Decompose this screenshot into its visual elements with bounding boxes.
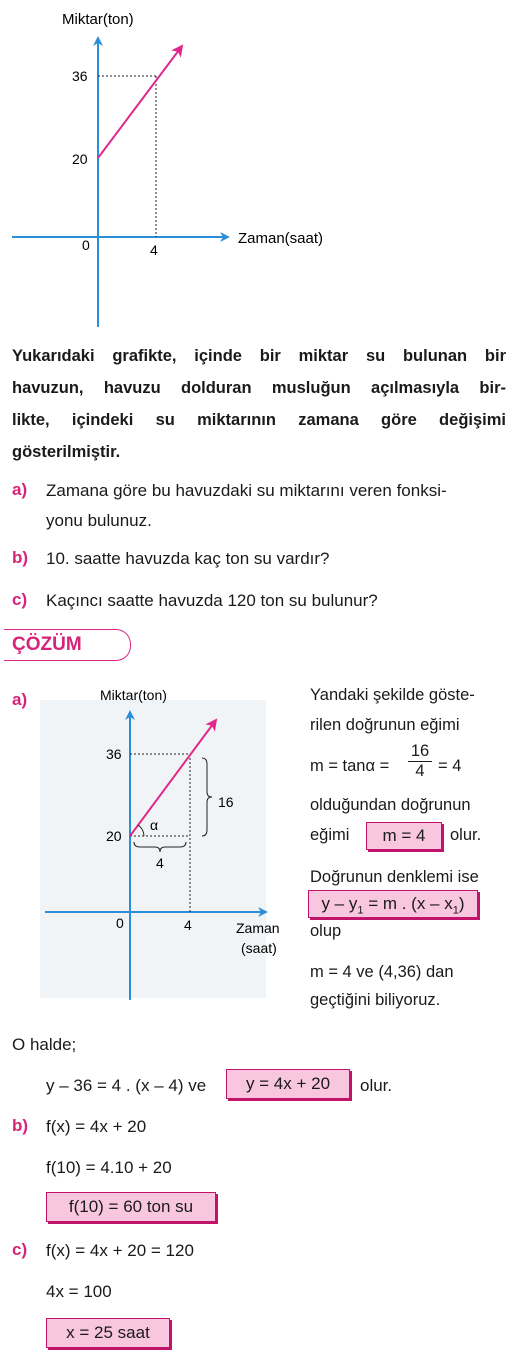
- eq-mid: = m . (x – x: [363, 894, 453, 913]
- conclusion-end: olur.: [360, 1076, 393, 1095]
- y-tick-20: 20: [72, 151, 88, 167]
- run-label: 4: [156, 855, 164, 871]
- solution-a-text-7: olup: [310, 922, 342, 940]
- fraction-denominator: 4: [408, 761, 432, 781]
- solution-a-text-2: rilen doğrunun eğimi: [310, 716, 460, 734]
- graph-background: [40, 700, 266, 998]
- origin-label: 0: [82, 237, 90, 253]
- solution-header: ÇÖZÜM: [12, 634, 82, 655]
- slope-rhs: = 4: [438, 757, 462, 775]
- question-a-label: a): [12, 480, 28, 499]
- x-axis-label-1: Zaman: [236, 920, 280, 936]
- solution-a-text-1: Yandaki şekilde göste-: [310, 686, 475, 704]
- y-tick-36: 36: [106, 746, 122, 762]
- rise-label: 16: [218, 794, 234, 810]
- solution-a-text-5: olur.: [450, 826, 482, 844]
- solution-b-label: b): [12, 1116, 29, 1135]
- problem-line: gösterilmiştir.: [12, 443, 121, 461]
- solution-a-text-9: geçtiğini biliyoruz.: [310, 991, 441, 1009]
- y-axis-label: Miktar(ton): [62, 11, 134, 28]
- eq-sub-2: 1: [452, 904, 459, 917]
- x-axis-label-2: (saat): [241, 940, 277, 956]
- fraction-numerator: 16: [410, 742, 430, 760]
- question-c-label: c): [12, 590, 28, 609]
- graph-top: [0, 0, 360, 335]
- problem-line: havuzun, havuzu dolduran musluğun açılmasıyla bir-: [12, 379, 506, 397]
- conclusion-intro: O halde;: [12, 1035, 77, 1054]
- solution-b-answer-box: f(10) = 60 ton su: [46, 1192, 216, 1222]
- eq-end: ): [458, 894, 465, 913]
- y-axis-label: Miktar(ton): [100, 687, 167, 703]
- y-tick-20: 20: [106, 828, 122, 844]
- solution-a-text-3: olduğundan doğrunun: [310, 796, 471, 814]
- y-tick-36: 36: [72, 68, 88, 84]
- function-line: [98, 46, 182, 158]
- question-a-line-1: Zamana göre bu havuzdaki su miktarını veren fonksi-: [46, 481, 447, 500]
- origin-label: 0: [116, 915, 124, 931]
- x-axis-label: Zaman(saat): [238, 230, 324, 247]
- question-a-line-2: yonu bulunuz.: [46, 511, 152, 530]
- solution-c-label: c): [12, 1240, 28, 1259]
- solution-c-answer-box: x = 25 saat: [46, 1318, 170, 1348]
- graph-solution: [0, 670, 300, 1010]
- line-equation-box: y = 4x + 20: [226, 1069, 350, 1099]
- question-c-line-1: Kaçıncı saatte havuzda 120 ton su bulunur?: [46, 591, 378, 610]
- solution-a-text-4: eğimi: [310, 826, 350, 844]
- solution-c-line-1: f(x) = 4x + 20 = 120: [46, 1241, 194, 1260]
- slope-fraction: [408, 742, 432, 781]
- solution-b-line-2: f(10) = 4.10 + 20: [46, 1158, 172, 1177]
- question-b-line-1: 10. saatte havuzda kaç ton su vardır?: [46, 549, 330, 568]
- x-tick-4: 4: [184, 917, 192, 933]
- question-b-label: b): [12, 548, 29, 567]
- eq-y: y – y: [321, 894, 358, 913]
- solution-a-text-8: m = 4 ve (4,36) dan: [310, 963, 454, 981]
- solution-a-label: a): [12, 690, 28, 709]
- slope-lhs: m = tanα =: [310, 757, 390, 775]
- problem-line: likte, içindeki su miktarının zamana göre değişimi: [12, 411, 506, 429]
- problem-statement: [12, 340, 506, 468]
- angle-label: α: [150, 817, 159, 833]
- x-tick-4: 4: [150, 242, 158, 258]
- eq-sub-1: 1: [357, 904, 364, 917]
- solution-b-line-1: f(x) = 4x + 20: [46, 1117, 147, 1136]
- slope-result-box: m = 4: [366, 822, 442, 850]
- solution-c-line-2: 4x = 100: [46, 1282, 112, 1301]
- problem-line: Yukarıdaki grafikte, içinde bir miktar su bulunan bir: [12, 347, 506, 365]
- solution-a-text-6: Doğrunun denklemi ise: [310, 868, 479, 886]
- point-slope-equation-box: [308, 890, 478, 918]
- conclusion-equation: y – 36 = 4 . (x – 4) ve: [46, 1076, 207, 1095]
